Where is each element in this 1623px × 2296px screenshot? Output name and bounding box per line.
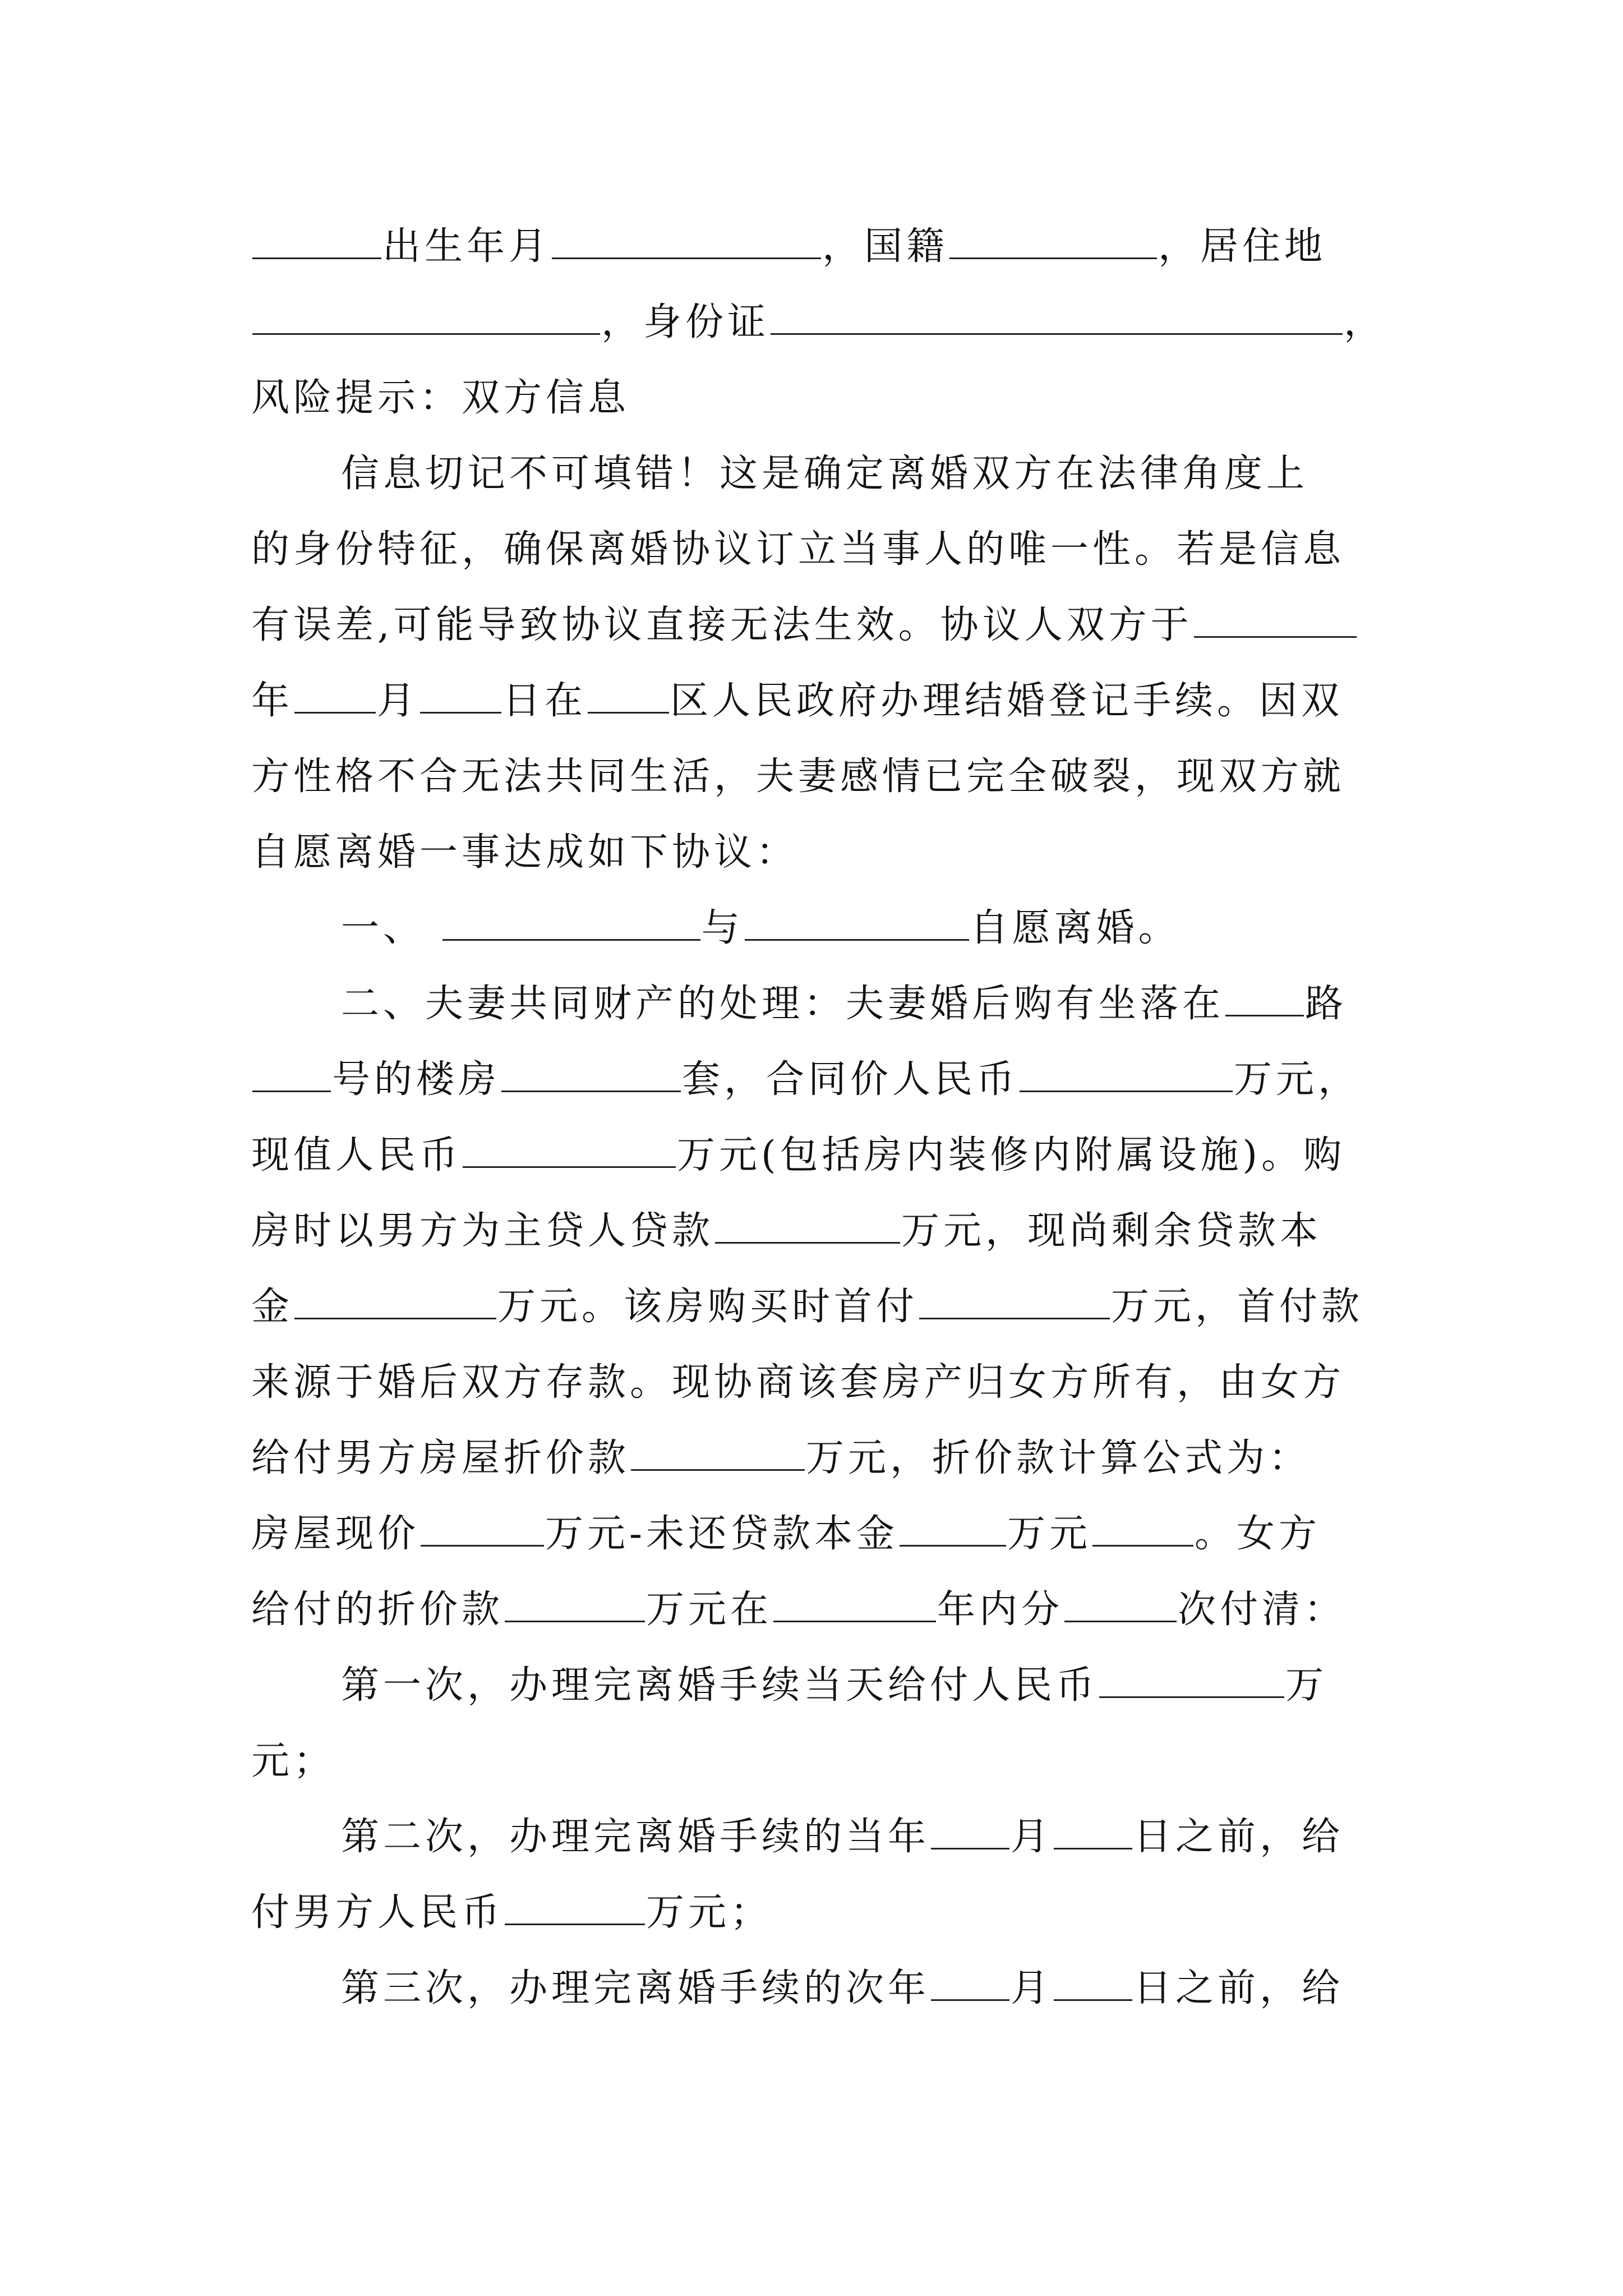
paragraph-line: 信息切记不可填错！这是确定离婚双方在法律角度上 bbox=[341, 452, 1309, 496]
text: ，身份证 bbox=[601, 300, 770, 344]
blank-month bbox=[294, 674, 376, 714]
blank-compensation-amount bbox=[505, 1582, 645, 1622]
text: 金 bbox=[251, 1285, 294, 1329]
text: 万元(包括房内装修内附属设施)。购 bbox=[677, 1133, 1346, 1177]
paragraph-line bbox=[251, 1501, 1321, 1568]
text: 年 bbox=[251, 679, 294, 723]
text: 万元， bbox=[1234, 1057, 1361, 1102]
text: 房时以男方为主贷人贷款 bbox=[251, 1209, 714, 1253]
blank-year bbox=[1194, 598, 1357, 638]
text: 号的楼房 bbox=[332, 1057, 501, 1102]
text: 与 bbox=[701, 906, 744, 950]
blank-first-payment bbox=[1099, 1658, 1284, 1698]
paragraph-line bbox=[251, 1425, 1311, 1492]
text: 月 bbox=[1011, 1966, 1053, 2010]
blank-month bbox=[931, 1810, 1009, 1849]
blank-party-b bbox=[745, 901, 969, 941]
risk-tip-heading: 风险提示：双方信息 bbox=[251, 376, 630, 420]
text: 二、夫妻共同财产的处理：夫妻婚后购有坐落在 bbox=[341, 982, 1225, 1026]
text: 。女方 bbox=[1195, 1512, 1321, 1556]
blank-district bbox=[588, 674, 669, 714]
text: 万元在 bbox=[646, 1588, 773, 1632]
text: 万元-未还贷款本金 bbox=[545, 1512, 898, 1556]
blank-residence bbox=[252, 295, 600, 335]
text: 套，合同价人民币 bbox=[682, 1057, 1019, 1102]
clause-two bbox=[341, 970, 1347, 1038]
text: 万元，首付款 bbox=[1111, 1285, 1364, 1329]
blank-units bbox=[501, 1052, 681, 1092]
text: 第三次，办理完离婚手续的次年 bbox=[341, 1966, 930, 2010]
blank-party-a bbox=[442, 901, 700, 941]
text: 给付男方房屋折价款 bbox=[251, 1436, 630, 1480]
text: 万元。该房购买时首付 bbox=[497, 1285, 919, 1329]
text: ，国籍 bbox=[822, 224, 949, 269]
text: 有误差,可能导致协议直接无法生效。协议人双方于 bbox=[251, 603, 1193, 647]
blank-contract-price bbox=[1020, 1052, 1233, 1092]
paragraph-line: 方性格不合无法共同生活，夫妻感情已完全破裂，现双方就 bbox=[251, 754, 1345, 799]
blank-installments bbox=[1064, 1582, 1177, 1622]
text: 路 bbox=[1305, 982, 1348, 1026]
text: 万元； bbox=[646, 1890, 773, 1935]
paragraph-line bbox=[251, 1576, 1346, 1644]
text: ， bbox=[1344, 300, 1386, 344]
blank-current-value bbox=[463, 1128, 676, 1168]
blank-birth-date bbox=[552, 219, 821, 259]
blank-name bbox=[252, 219, 381, 259]
paragraph-line bbox=[251, 1046, 1360, 1114]
text: 自愿离婚。 bbox=[970, 906, 1181, 950]
blank-formula-result bbox=[1092, 1507, 1193, 1547]
paragraph-line bbox=[251, 1273, 1363, 1341]
blank-day bbox=[420, 674, 501, 714]
blank-down-payment bbox=[919, 1280, 1110, 1319]
paragraph-line: 元； bbox=[251, 1739, 336, 1783]
text: 年内分 bbox=[937, 1588, 1064, 1632]
paragraph-line bbox=[251, 668, 1343, 735]
blank-day bbox=[1054, 1810, 1132, 1849]
text: 万元，折价款计算公式为： bbox=[806, 1436, 1311, 1480]
text: 万元 bbox=[1007, 1512, 1092, 1556]
text: 万 bbox=[1285, 1663, 1328, 1708]
blank-house-price bbox=[421, 1507, 544, 1547]
text: 月 bbox=[1011, 1815, 1053, 1859]
blank-number bbox=[252, 1052, 331, 1092]
blank-years bbox=[773, 1582, 936, 1622]
installment-two bbox=[341, 1803, 1344, 1871]
blank-unpaid-principal bbox=[900, 1507, 1006, 1547]
text: 现值人民币 bbox=[251, 1133, 462, 1177]
line-residence-id bbox=[251, 289, 1386, 356]
clause-one bbox=[341, 895, 1181, 962]
blank-loan-amount bbox=[715, 1204, 900, 1244]
paragraph-line bbox=[251, 1879, 772, 1947]
blank-id-number bbox=[771, 295, 1343, 335]
blank-month bbox=[931, 1961, 1009, 2001]
text: ，居住地 bbox=[1158, 224, 1327, 269]
text: 出生年月 bbox=[382, 224, 551, 269]
blank-day bbox=[1054, 1961, 1132, 2001]
text: 第一次，办理完离婚手续当天给付人民币 bbox=[341, 1663, 1099, 1708]
paragraph-line: 来源于婚后双方存款。现协商该套房产归女方所有，由女方 bbox=[251, 1360, 1345, 1405]
paragraph-line bbox=[251, 592, 1358, 659]
text: 日在 bbox=[502, 679, 587, 723]
text: 第二次，办理完离婚手续的当年 bbox=[341, 1815, 930, 1859]
blank-remaining-principal bbox=[294, 1280, 496, 1319]
text: 日之前，给 bbox=[1133, 1966, 1344, 2010]
paragraph-line: 自愿离婚一事达成如下协议： bbox=[251, 830, 799, 875]
blank-second-payment bbox=[505, 1885, 645, 1925]
installment-one bbox=[341, 1652, 1327, 1719]
text: 日之前，给 bbox=[1133, 1815, 1344, 1859]
paragraph-line bbox=[251, 1198, 1322, 1265]
text: 一、 bbox=[341, 906, 441, 950]
paragraph-line bbox=[251, 1122, 1345, 1189]
text: 给付的折价款 bbox=[251, 1588, 504, 1632]
text: 区人民政府办理结婚登记手续。因双 bbox=[670, 679, 1344, 723]
text: 万元，现尚剩余贷款本 bbox=[901, 1209, 1322, 1253]
paragraph-line: 的身份特征，确保离婚协议订立当事人的唯一性。若是信息 bbox=[251, 527, 1345, 572]
blank-road bbox=[1225, 977, 1304, 1016]
text: 月 bbox=[377, 679, 419, 723]
text: 房屋现价 bbox=[251, 1512, 420, 1556]
text: 次付清： bbox=[1178, 1588, 1347, 1632]
text: 付男方人民币 bbox=[251, 1890, 504, 1935]
line-birth-nationality-residence bbox=[251, 213, 1326, 280]
blank-compensation bbox=[631, 1431, 805, 1471]
installment-three bbox=[341, 1955, 1344, 2022]
blank-nationality bbox=[949, 219, 1157, 259]
